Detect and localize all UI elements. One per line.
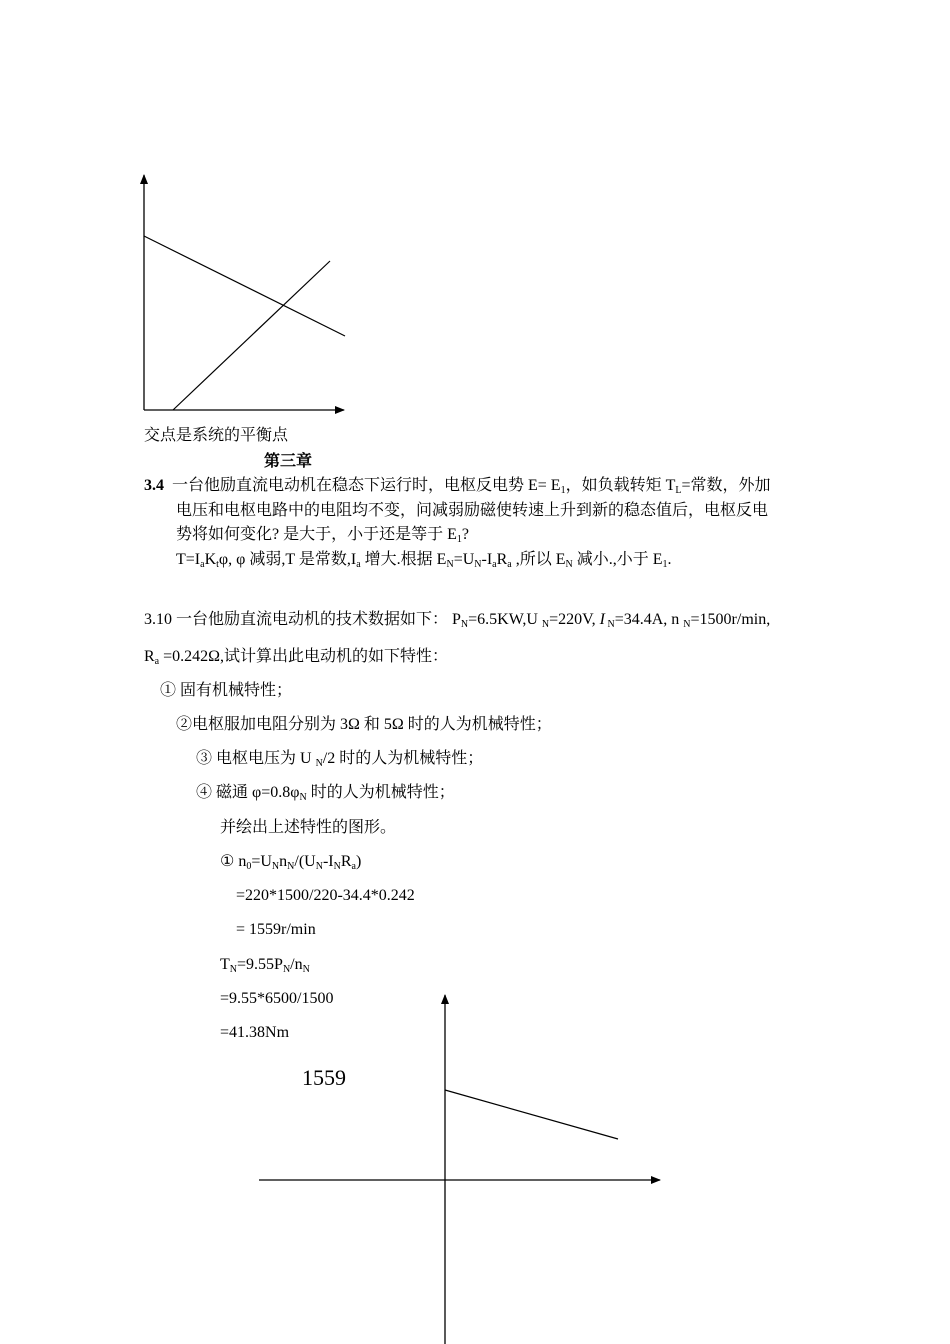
q310-item1: ① 固有机械特性； (160, 682, 293, 699)
fig1-caption: 交点是系统的平衡点 (144, 427, 289, 444)
q310-item2: ②电枢服加电阻分别为 3Ω 和 5Ω 时的人为机械特性； (176, 716, 552, 733)
q310-item5: 并绘出上述特性的图形。 (220, 819, 397, 836)
chapter-title: 第三章 (264, 453, 313, 470)
fig1-rising-line (173, 261, 330, 410)
q310-solution-step6: =41.38Nm (220, 1024, 290, 1041)
q310-item3: ③ 电枢电压为 U $_N$/2 时的人为机械特性； (196, 750, 484, 769)
q310-line2: $R_a =0.242\Omega$,试计算出此电动机的如下特性： (144, 648, 449, 667)
q34-answer: $T=I_aK_t\varphi$, φ 减弱,T 是常数$,I_a$ 增大.根据 $E_N=U_N-I_aR_a$ ,所以 $E_N$ 减小.,小于 $E_1$. (176, 551, 672, 570)
q310-solution-step3: = 1559r/min (236, 921, 316, 938)
q34-line1: 3.4 一台他励直流电动机在稳态下运行时，电枢反电势 $E= E_1$，如负载转矩 $T_L=$常数，外加 (144, 477, 771, 496)
q310-item4: ④ 磁通 $\varphi=0.8\varphi_N$ 时的人为机械特性； (196, 784, 455, 803)
fig2-n0-label: 1559 (302, 1065, 346, 1090)
q34-line3: 势将如何变化? 是大于，小于还是等于 $E_1$? (176, 526, 469, 545)
q310-solution-step2: =220*1500/220-34.4*0.242 (236, 887, 415, 904)
fig2-characteristic-line (445, 1090, 618, 1139)
fig1-falling-line (144, 236, 345, 336)
q34-line2: 电压和电枢电路中的电阻均不变，问减弱励磁使转速上升到新的稳态值后，电枢反电 (176, 502, 769, 519)
q310-solution-tn: $T_N=9.55P_N/n_N$ (220, 956, 310, 975)
q310-line1: 3.10 一台他励直流电动机的技术数据如下： $P_N=6.5KW,U$ $_N$=220V, I $_N$=34.4A, n $_N$=1500r/min, (144, 611, 771, 630)
q310-solution-n0: ① $n_0=U_Nn_N/(U_N-I_NR_a)$ (220, 853, 362, 872)
q310-solution-step5: =9.55*6500/1500 (220, 990, 334, 1007)
q34-number: 3.4 (144, 477, 164, 494)
